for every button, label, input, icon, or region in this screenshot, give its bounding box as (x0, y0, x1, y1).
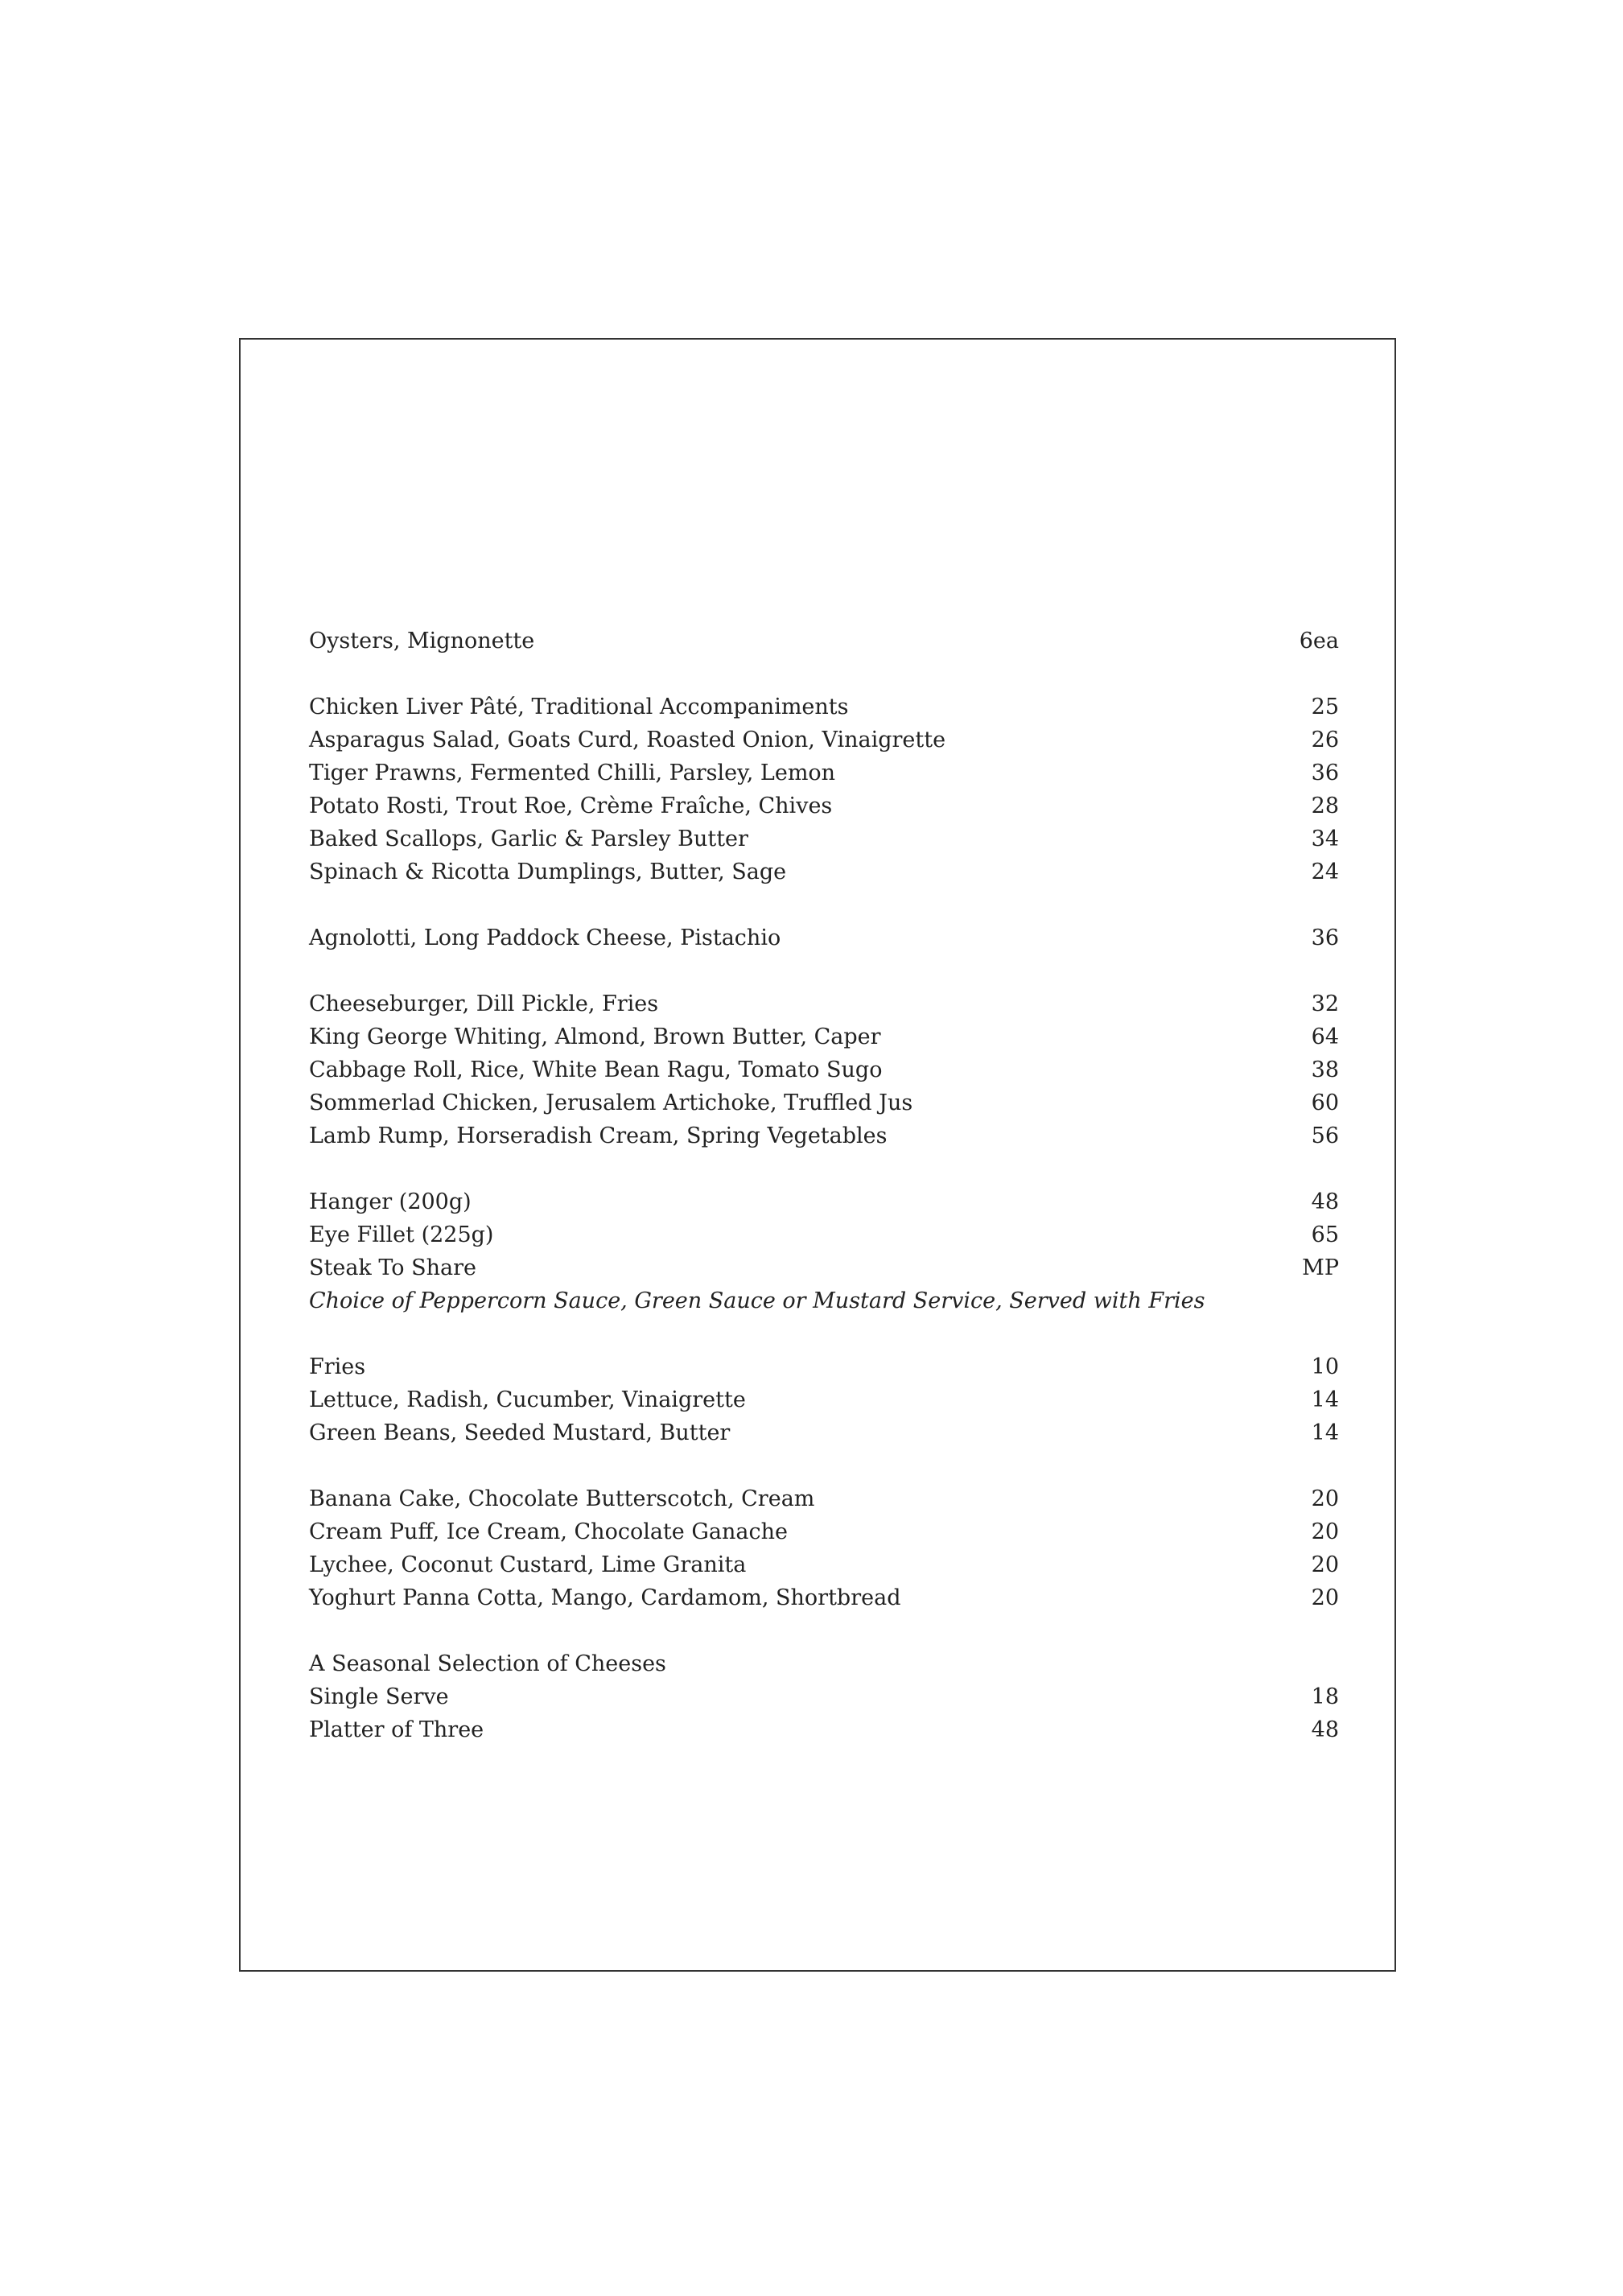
menu-item (309, 1581, 1339, 1614)
menu-item (309, 789, 1339, 822)
menu-item-name: Lettuce, Radish, Cucumber, Vinaigrette (309, 1387, 746, 1412)
menu-item-name: Platter of Three (309, 1717, 484, 1742)
menu-item (309, 1086, 1339, 1119)
menu-item-price: 34 (1311, 826, 1339, 851)
menu-item (309, 1482, 1339, 1515)
menu-item-price: 36 (1311, 925, 1339, 950)
menu-item-name: Lychee, Coconut Custard, Lime Granita (309, 1552, 747, 1577)
menu-item (309, 1020, 1339, 1053)
menu-item-name: Asparagus Salad, Goats Curd, Roasted Onion, Vinaigrette (309, 728, 946, 752)
menu-section (309, 624, 1339, 657)
menu-item-name: Yoghurt Panna Cotta, Mango, Cardamom, Shortbread (309, 1585, 901, 1610)
menu-item-price: 10 (1311, 1354, 1339, 1379)
menu-item-price: 28 (1311, 794, 1339, 818)
menu-item-name: Potato Rosti, Trout Roe, Crème Fraîche, Chives (309, 794, 833, 818)
menu-item-name: Cream Puff, Ice Cream, Chocolate Ganache (309, 1519, 788, 1544)
menu-list (309, 624, 1339, 1779)
menu-section (309, 987, 1339, 1152)
section-note: Choice of Peppercorn Sauce, Green Sauce or Mustard Service, Served with Fries (309, 1288, 1205, 1313)
menu-item-price: 26 (1311, 728, 1339, 752)
menu-item-price: 48 (1311, 1717, 1339, 1742)
menu-item-name: Cabbage Roll, Rice, White Bean Ragu, Tomato Sugo (309, 1057, 883, 1082)
menu-item (309, 987, 1339, 1020)
menu-item-name: Single Serve (309, 1684, 449, 1709)
menu-section (309, 1185, 1339, 1317)
menu-item-price: 20 (1311, 1519, 1339, 1544)
menu-item (309, 624, 1339, 657)
menu-item-name: King George Whiting, Almond, Brown Butter, Caper (309, 1024, 881, 1049)
menu-item-price: 24 (1311, 859, 1339, 884)
menu-section (309, 1482, 1339, 1614)
menu-item-price: 65 (1311, 1222, 1339, 1247)
menu-item (309, 690, 1339, 723)
menu-item (309, 756, 1339, 789)
menu-item (309, 1218, 1339, 1251)
menu-item (309, 1416, 1339, 1449)
menu-item (309, 1119, 1339, 1152)
menu-item-name: Spinach & Ricotta Dumplings, Butter, Sage (309, 859, 787, 884)
menu-section (309, 1350, 1339, 1449)
menu-section (309, 1647, 1339, 1746)
menu-item-price: 18 (1311, 1684, 1339, 1709)
menu-item-name: Cheeseburger, Dill Pickle, Fries (309, 991, 659, 1016)
menu-item-name: Oysters, Mignonette (309, 629, 535, 653)
menu-item-price: 56 (1311, 1123, 1339, 1148)
menu-item-price: 32 (1311, 991, 1339, 1016)
menu-item-name: Hanger (200g) (309, 1189, 472, 1214)
menu-item-price: 60 (1311, 1090, 1339, 1115)
menu-item (309, 723, 1339, 756)
menu-item-name: Eye Fillet (225g) (309, 1222, 494, 1247)
menu-section (309, 690, 1339, 888)
menu-item-name: Lamb Rump, Horseradish Cream, Spring Vegetables (309, 1123, 888, 1148)
menu-item-price: 20 (1311, 1585, 1339, 1610)
menu-item-name: Agnolotti, Long Paddock Cheese, Pistachio (309, 925, 781, 950)
menu-item (309, 855, 1339, 888)
menu-item-name: Fries (309, 1354, 366, 1379)
menu-item-price: 64 (1311, 1024, 1339, 1049)
menu-item-name: Banana Cake, Chocolate Butterscotch, Cream (309, 1486, 815, 1511)
menu-item (309, 921, 1339, 954)
menu-item-name: Baked Scallops, Garlic & Parsley Butter (309, 826, 748, 851)
menu-item (309, 1515, 1339, 1548)
menu-item-name: Tiger Prawns, Fermented Chilli, Parsley, Lemon (309, 761, 836, 785)
section-heading: A Seasonal Selection of Cheeses (309, 1651, 666, 1676)
menu-item-price: 38 (1311, 1057, 1339, 1082)
menu-item (309, 1350, 1339, 1383)
menu-item (309, 1185, 1339, 1218)
menu-item-price: 14 (1311, 1420, 1339, 1445)
menu-item-price: 14 (1311, 1387, 1339, 1412)
menu-item-name: Green Beans, Seeded Mustard, Butter (309, 1420, 731, 1445)
menu-item (309, 1680, 1339, 1713)
menu-item-price: 25 (1311, 695, 1339, 719)
menu-section (309, 921, 1339, 954)
menu-item (309, 1251, 1339, 1284)
menu-item (309, 1548, 1339, 1581)
menu-item-price: 48 (1311, 1189, 1339, 1214)
menu-item-price: 6ea (1299, 629, 1339, 653)
menu-item-price: 20 (1311, 1552, 1339, 1577)
menu-item-name: Steak To Share (309, 1255, 476, 1280)
menu-item (309, 1713, 1339, 1746)
menu-item-name: Sommerlad Chicken, Jerusalem Artichoke, Truffled Jus (309, 1090, 913, 1115)
menu-item-price: 20 (1311, 1486, 1339, 1511)
menu-item (309, 822, 1339, 855)
menu-item (309, 1053, 1339, 1086)
menu-item-price: 36 (1311, 761, 1339, 785)
menu-item-name: Chicken Liver Pâté, Traditional Accompaniments (309, 695, 849, 719)
menu-item-price: MP (1302, 1255, 1339, 1280)
menu-item (309, 1383, 1339, 1416)
